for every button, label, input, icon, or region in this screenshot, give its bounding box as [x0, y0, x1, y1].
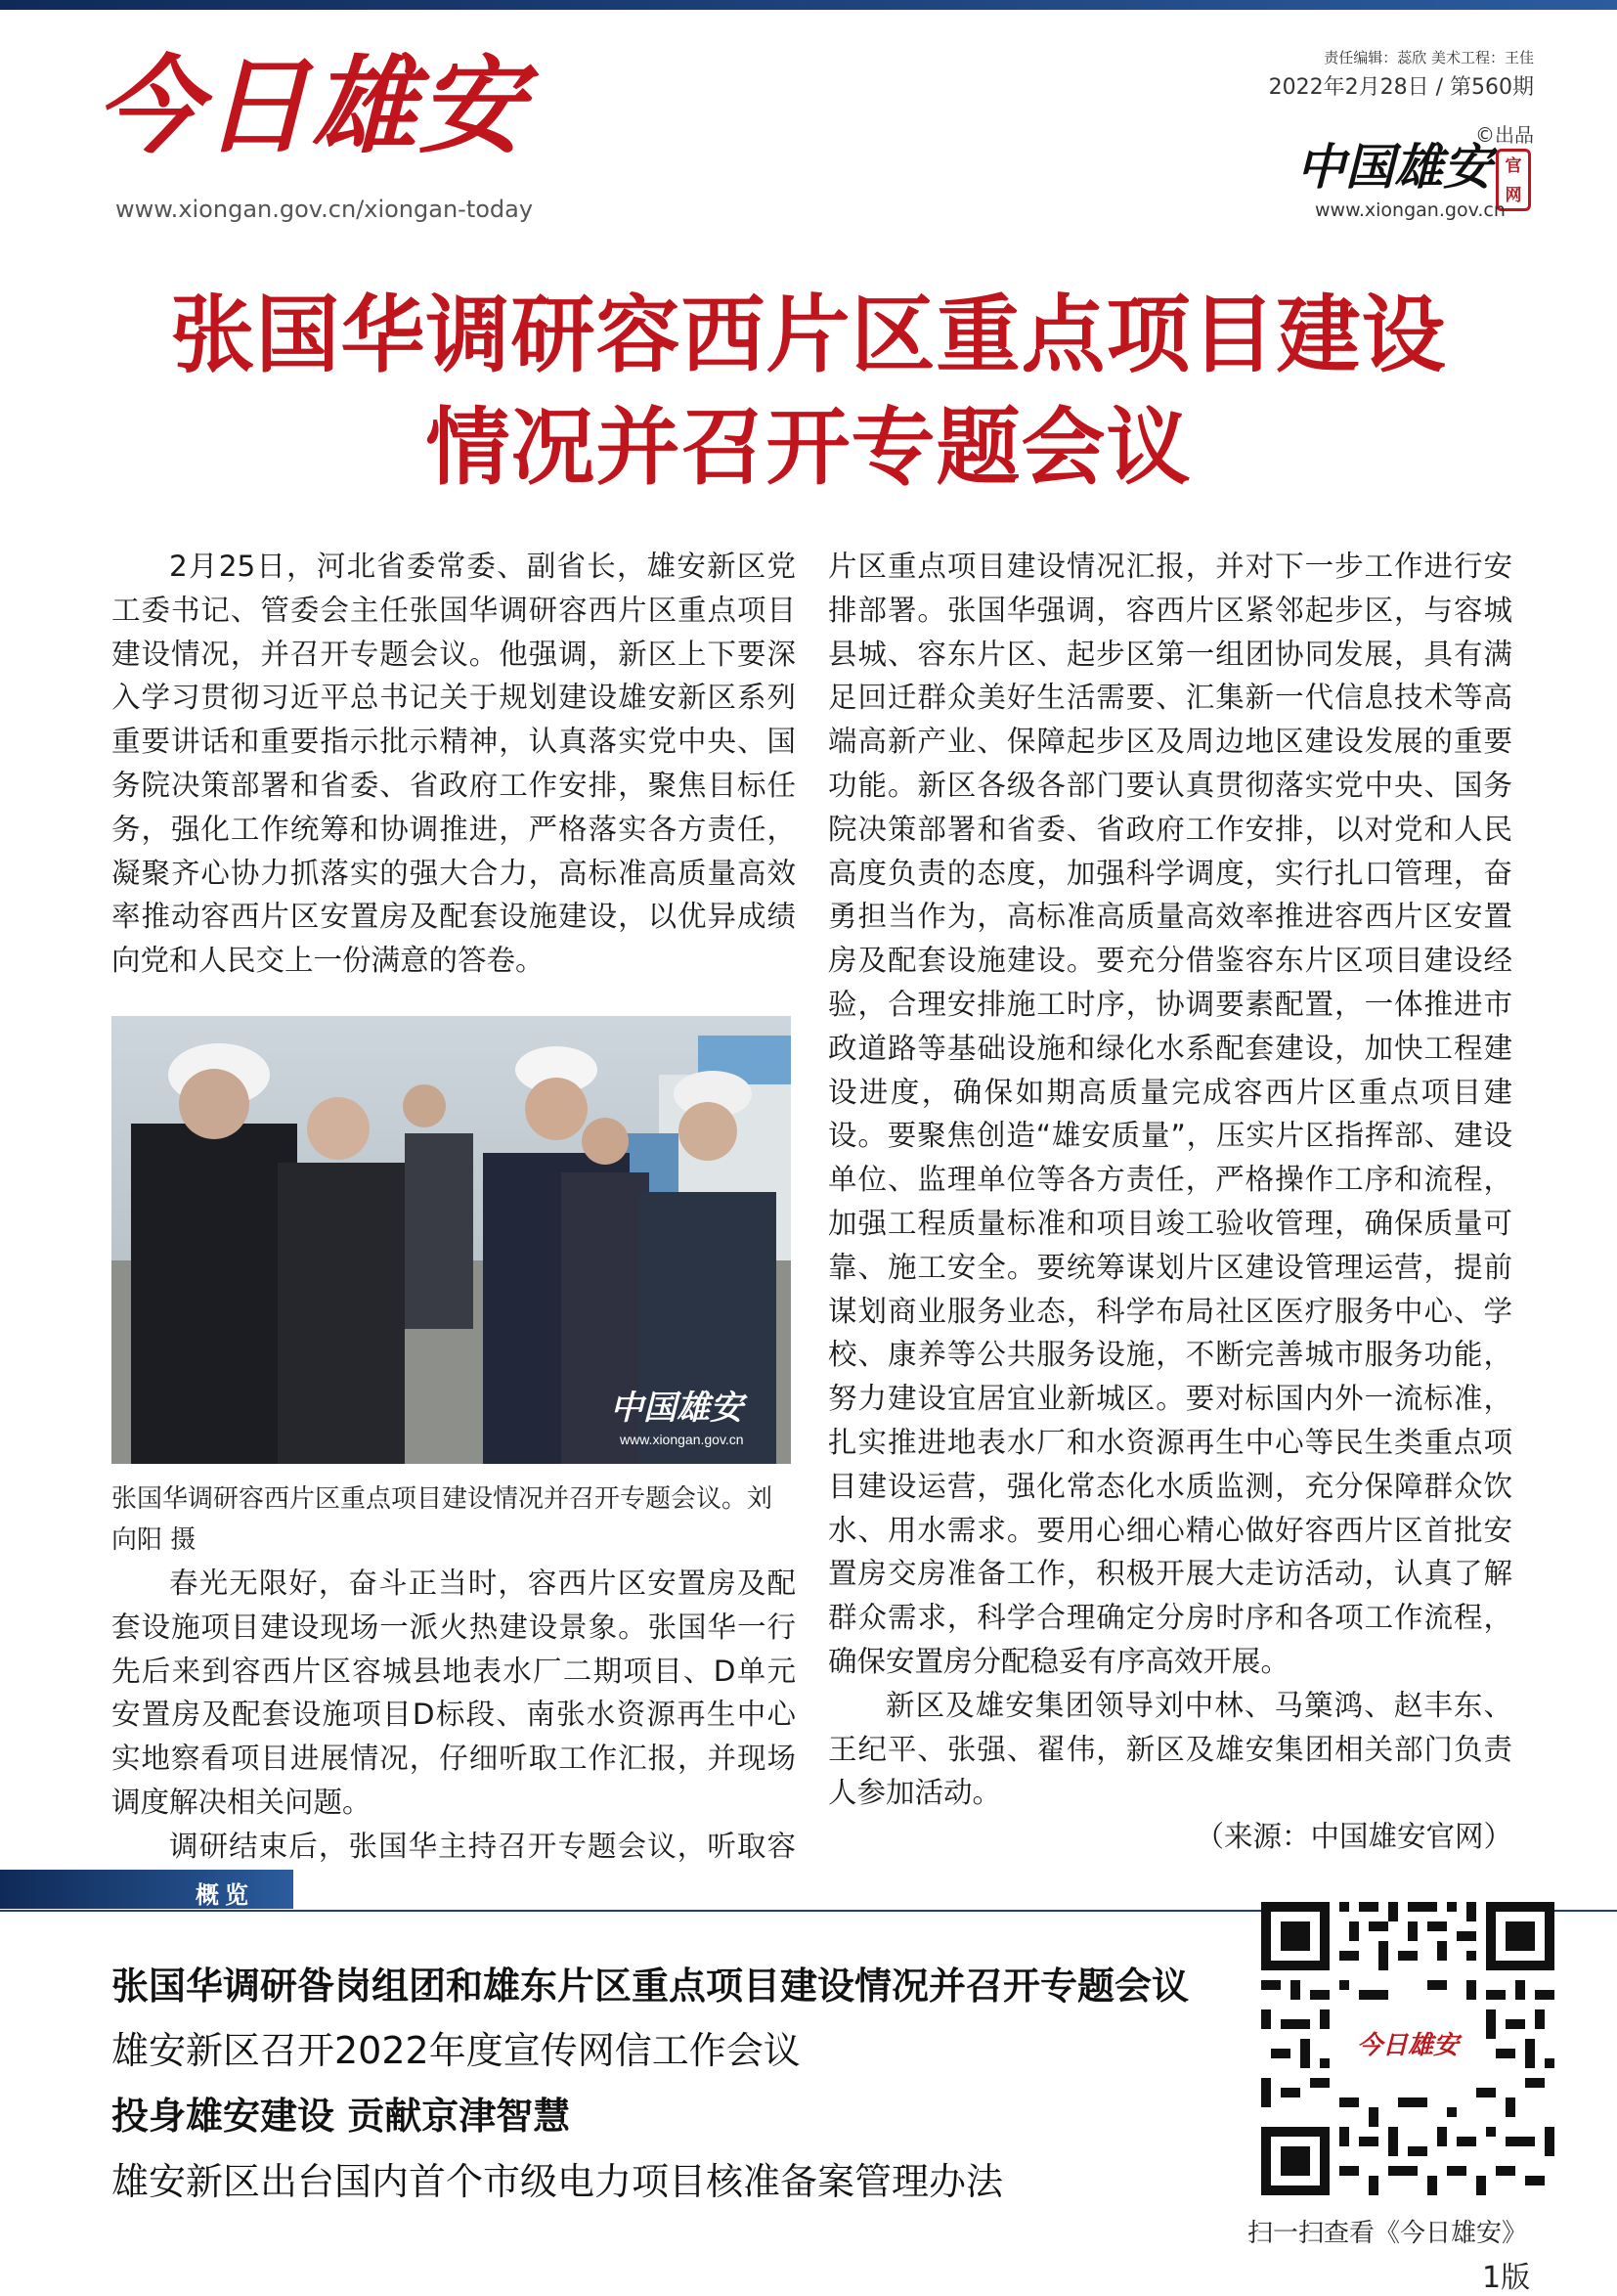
qr-center-logo: 今日雄安 [1356, 2031, 1460, 2060]
headline-line-1: 张国华调研容西片区重点项目建设 [170, 286, 1447, 384]
top-color-bar [0, 0, 1617, 10]
article-source: （来源：中国雄安官网） [1195, 1820, 1512, 1854]
overview-label: 概览 [196, 1881, 254, 1909]
article-column-1 [111, 545, 796, 983]
overview-item-link[interactable]: 雄安新区出台国内首个市级电力项目核准备案管理办法 [111, 2160, 1004, 2203]
article-paragraph: 2月25日，河北省委常委、副省长，雄安新区党工委书记、管委会主任张国华调研容西片区重点项目建设情况，并召开专题会议。他强调，新区上下要深入学习贯彻习近平总书记关于规划建设雄安新区系列重要讲话和重要指示批示精神，认真落实党中央、国务院决策部署和省委、省政府工作安排，聚焦目标任务，强化工作统筹和协调推进，严格落实各方责任，凝聚齐心协力抓落实的强大合力，高标准高质量高效率推动容西片区安置房及配套设施建设，以优异成绩向党和人民交上一份满意的答卷。 [111, 550, 796, 978]
issue-date: 2022年2月28日 / 第560期 [1268, 75, 1534, 100]
brand-url[interactable]: www.xiongan.gov.cn [1315, 199, 1506, 221]
article-paragraph: 新区及雄安集团领导刘中林、马篥鸿、赵丰东、王纪平、张强、翟伟，新区及雄安集团相关部门负责人参加活动。 [828, 1688, 1512, 1810]
masthead-logo: 今日雄安 [96, 45, 527, 168]
overview-item-link[interactable]: 雄安新区召开2022年度宣传网信工作会议 [111, 2029, 801, 2072]
news-photo [111, 1016, 791, 1464]
photo-watermark-url: www.xiongan.gov.cn [620, 1432, 744, 1447]
article-column-2 [828, 545, 1512, 1859]
overview-item-link[interactable]: 张国华调研昝岗组团和雄东片区重点项目建设情况并召开专题会议 [111, 1965, 1190, 2008]
editor-credits: 责任编辑：蕊欣 美术工程：王佳 [1324, 49, 1534, 66]
news-photo-illustration [111, 1016, 791, 1464]
qr-code-icon[interactable] [1261, 1902, 1554, 2195]
qr-caption: 扫一扫查看《今日雄安》 [1247, 2219, 1528, 2248]
article-paragraph: 片区重点项目建设情况汇报，并对下一步工作进行安排部署。张国华强调，容西片区紧邻起步区，与容城县城、容东片区、起步区第一组团协同发展，具有满足回迁群众美好生活需要、汇集新一代信息技术等高端高新产业、保障起步区及周边地区建设发展的重要功能。新区各级各部门要认真贯彻落实党中央、国务院决策部署和省委、省政府工作安排，以对党和人民高度负责的态度，加强科学调度，实行扎口管理，奋勇担当作为，高标准高质量高效率推进容西片区安置房及配套设施建设。要充分借鉴容东片区项目建设经验，合理安排施工时序，协调要素配置，一体推进市政道路等基础设施和绿化水系配套建设，加快工程建设进度，确保如期高质量完成容西片区重点项目建设。要聚焦创造“雄安质量”，压实片区指挥部、建设单位、监理单位等各方责任，严格操作工序和流程，加强工程质量标准和项目竣工验收管理，确保质量可靠、施工安全。要统筹谋划片区建设管理运营，提前谋划商业服务业态，科学布局社区医疗服务中心、学校、康养等公共服务设施，不断完善城市服务功能，努力建设宜居宜业新城区。要对标国内外一流标准，扎实推进地表水厂和水资源再生中心等民生类重点项目建设运营，强化常态化水质监测，充分保障群众饮水、用水需求。要用心细心精心做好容西片区首批安置房交房准备工作，积极开展大走访活动，认真了解群众需求，科学合理确定分房时序和各项工作流程，确保安置房分配稳妥有序高效开展。 [828, 550, 1512, 1678]
overview-item-link[interactable]: 投身雄安建设 贡献京津智慧 [111, 2095, 571, 2138]
page-number: 1版 [1482, 2261, 1531, 2295]
brand-logo: 中国雄安 [1296, 138, 1492, 196]
masthead-url[interactable]: www.xiongan.gov.cn/xiongan-today [115, 196, 534, 223]
article-paragraph: 调研结束后，张国华主持召开专题会议，听取容 [169, 1829, 796, 1863]
produced-by: ©出品 [1475, 123, 1534, 147]
article-column-1-continued [111, 1562, 796, 1912]
article-paragraph: 春光无限好，奋斗正当时，容西片区安置房及配套设施项目建设现场一派火热建设景象。张国华一行先后来到容西片区容城县地表水厂二期项目、D单元安置房及配套设施项目D标段、南张水资源再生中心实地察看项目进展情况，仔细听取工作汇报，并现场调度解决相关问题。 [111, 1567, 796, 1819]
photo-watermark: 中国雄安 [610, 1389, 743, 1428]
brand-seal-icon: 官网 [1496, 149, 1531, 211]
photo-caption: 张国华调研容西片区重点项目建设情况并召开专题会议。刘向阳 摄 [111, 1484, 773, 1555]
headline-line-2: 情况并召开专题会议 [425, 398, 1192, 497]
